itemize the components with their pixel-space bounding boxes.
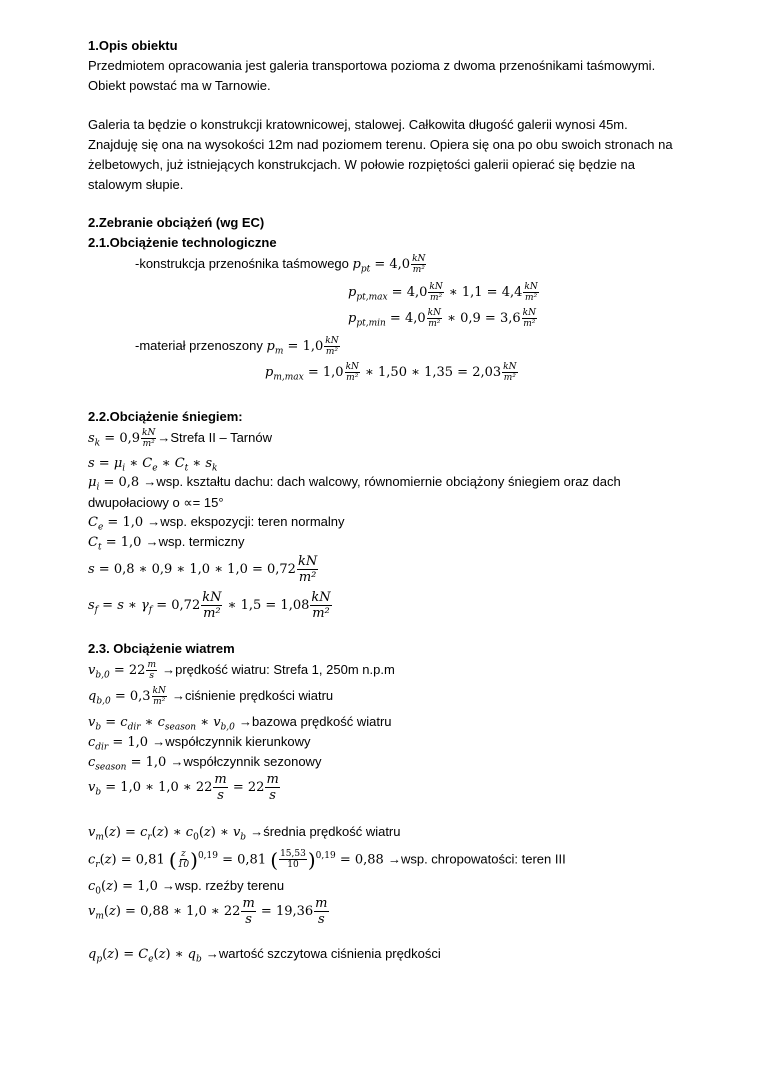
formula-s-def: $s = \mu_i$ ∗ $C_e$ ∗ $C_t$ ∗ $s_k$ [88,456,218,474]
formula-pm: -materiał przenoszony $p_m = 1,0$ $\frac{kN}{\text{m²}}$ [135,336,339,357]
formula-sf: $s_f = s$ ∗ $\gamma_f = 0,72$ $\frac{kN}{\text{m²}}$ ∗ 1,5 = 1,08 $\frac{kN}{\text{m²}}$ [88,590,331,621]
formula-ppt: -konstrukcja przenośnika taśmowego $p_{pt} = 4,0$ $\frac{kN}{\text{m²}}$ [135,254,426,275]
formula-ct: $C_t = 1,0 \to wsp$. termiczny [88,534,245,553]
formula-sk: $s_k = 0,9$ $\frac{kN}{\text{m²}}$ →Strefa II – Tarnów [88,428,272,449]
formula-vm-def: $v_m(z) = c_r(z)$ ∗ $c_0(z)$ ∗ $v_b$ →średnia prędkość wiatru [88,824,401,843]
formula-pm-max: $p_{m,max} = 1,0$ $\frac{kN}{\text{m²}}$ ∗ 1,50 ∗ 1,35 = 2,03 $\frac{kN}{\text{m²}}$ [265,362,517,383]
formula-qp: $q_p(z) = C_e(z)$ ∗ $q_b$ →wartość szczytowa ciśnienia prędkości [88,946,441,965]
label-konstrukcja: -konstrukcja przenośnika taśmowego [135,256,349,271]
heading-obciazenie-technologiczne: 2.1.Obciążenie technologiczne [88,235,277,250]
formula-ppt-min: $p_{pt,min} = 4,0$ $\frac{kN}{\text{m²}}$ ∗ 0,9 = 3,6 $\frac{kN}{\text{m²}}$ [348,308,536,329]
heading-opis-obiektu: 1.Opis obiektu [88,38,178,53]
formula-qb0: $q_{b,0} = 0,3$ $\frac{kN}{\text{m²}}$ →ciśnienie prędkości wiatru [88,686,334,707]
formula-vb0: $v_{b,0} = 22$ $\frac{m}{s}$ →prędkość wiatru: Strefa 1, 250m n.p.m [88,660,395,681]
paragraph-line: żelbetowych, już istniejących konstrukcjach. W połowie rozpiętości galerii opierać się będzie na [88,157,635,172]
heading-obciazenie-sniegiem: 2.2.Obciążenie śniegiem: [88,409,243,424]
heading-zebranie-obciazen: 2.Zebranie obciążeń (wg EC) [88,215,265,230]
formula-cdir: $c_{dir} = 1,0$ →współczynnik kierunkowy [88,734,311,753]
heading-obciazenie-wiatrem: 2.3. Obciążenie wiatrem [88,641,235,656]
paragraph-line: Przedmiotem opracowania jest galeria transportowa pozioma z dwoma przenośnikami taśmowymi. [88,58,656,73]
label-material: -materiał przenoszony [135,338,263,353]
paragraph-line: Znajduję się ona na wysokości 12m nad poziomem terenu. Opiera się ona po obu swoich stronach na [88,137,673,152]
formula-vb-calc: $v_b = 1,0$ ∗ 1,0 ∗ 22 $\frac{m}{s}$ = 22 $\frac{m}{s}$ [88,772,279,803]
formula-ppt-max: $p_{pt,max} = 4,0$ $\frac{kN}{\text{m²}}$ ∗ 1,1 = 4,4 $\frac{kN}{\text{m²}}$ [348,282,538,303]
formula-vm-calc: $v_m(z) = 0,88$ ∗ 1,0 ∗ 22 $\frac{m}{s}$ = 19,36 $\frac{m}{s}$ [88,896,328,927]
mu-note-cont: dwupołaciowy o ∝= 15° [88,495,224,510]
paragraph-line: Galeria ta będzie o konstrukcji kratownicowej, stalowej. Całkowita długość galerii wynosi 45m. [88,117,628,132]
paragraph-line: stalowym słupie. [88,177,184,192]
formula-cseason: $c_{season} = 1,0$ →współczynnik sezonowy [88,754,322,773]
paragraph-line: Obiekt powstać ma w Tarnowie. [88,78,271,93]
formula-cr: $c_r(z) = 0,81$ ( $\frac{z}{10}$ )$^{0,19}$ = 0,81 ( $\frac{15,53}{10}$ )$^{0,19}$ = 0,88 →wsp. chropowatości: teren III [88,847,566,872]
formula-ce: $C_e = 1,0 \to wsp$. ekspozycji: teren normalny [88,514,345,533]
formula-s-calc: s = 0,8 ∗ 0,9 ∗ 1,0 ∗ 1,0 = 0,72 $\frac{kN}{\text{m²}}$ [88,554,318,585]
formula-vb-def: $v_b = c_{dir}$ ∗ $c_{season}$ ∗ $v_{b,0}$ →bazowa prędkość wiatru [88,714,392,733]
formula-c0: $c_0(z) = 1,0 \to wsp$. rzeźby terenu [88,878,285,897]
formula-mu: $\mu_i = 0,8 \to wsp$. kształtu dachu: dach walcowy, równomiernie obciążony śniegiem oraz dach [88,474,621,493]
